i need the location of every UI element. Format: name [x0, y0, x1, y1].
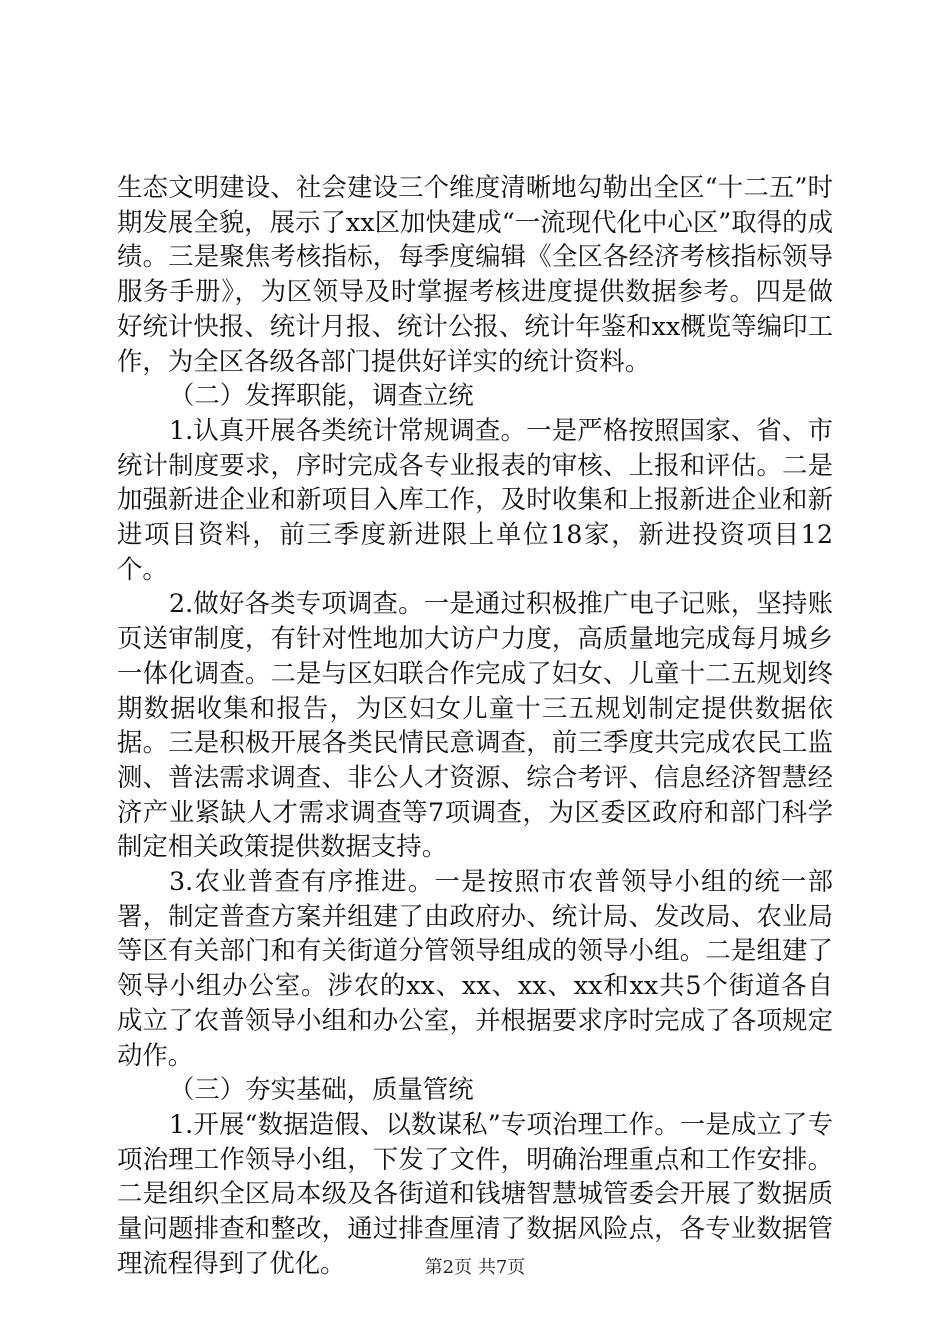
paragraph-continuation: 生态文明建设、社会建设三个维度清晰地勾勒出全区“十二五”时期发展全貌，展示了xx区加快建成“一流现代化中心区”取得的成绩。三是聚焦考核指标，每季度编辑《全区各经济考核指标领导服务手册》，为区领导及时掌握考核进度提供数据参考。四是做好统计快报、统计月报、统计公报、统计年鉴和xx概览等编印工作，为全区各级各部门提供好详实的统计资料。 — [117, 172, 833, 376]
paragraph-special-surveys: 2.做好各类专项调查。一是通过积极推广电子记账，坚持账页送审制度，有针对性地加大访户力度，高质量地完成每月城乡一体化调查。二是与区妇联合作完成了妇女、儿童十二五规划终期数据收集和报告，为区妇女儿童十三五规划制定提供数据依据。三是积极开展各类民情民意调查，前三季度共完成农民工监测、普法需求调查、非公人才资源、综合考评、信息经济智慧经济产业紧缺人才需求调查等7项调查，为区委区政府和部门科学制定相关政策提供数据支持。 — [117, 588, 833, 862]
paragraph-data-governance: 1.开展“数据造假、以数谋私”专项治理工作。一是成立了专项治理工作领导小组，下发了文件，明确治理重点和工作安排。二是组织全区局本级及各街道和钱塘智慧城管委会开展了数据质量问题排查和整改，通过排查厘清了数据风险点，各专业数据管理流程得到了优化。 — [117, 1108, 833, 1278]
section-heading-2: （二）发挥职能，调查立统 — [169, 380, 474, 411]
section-heading-3: （三）夯实基础，质量管统 — [169, 1074, 474, 1105]
paragraph-routine-surveys: 1.认真开展各类统计常规调查。一是严格按照国家、省、市统计制度要求，序时完成各专业报表的审核、上报和评估。二是加强新进企业和新项目入库工作，及时收集和上报新进企业和新进项目资料，前三季度新进限上单位18家，新进投资项目12个。 — [117, 414, 833, 584]
paragraph-agri-census: 3.农业普查有序推进。一是按照市农普领导小组的统一部署，制定普查方案并组建了由政府办、统计局、发改局、农业局等区有关部门和有关街道分管领导组成的领导小组。二是组建了领导小组办公室。涉农的xx、xx、xx、xx和xx共5个街道各自成立了农普领导小组和办公室，并根据要求序时完成了各项规定动作。 — [117, 866, 833, 1070]
document-body — [117, 170, 833, 1281]
page-footer: 第2页 共7页 — [424, 1257, 526, 1278]
